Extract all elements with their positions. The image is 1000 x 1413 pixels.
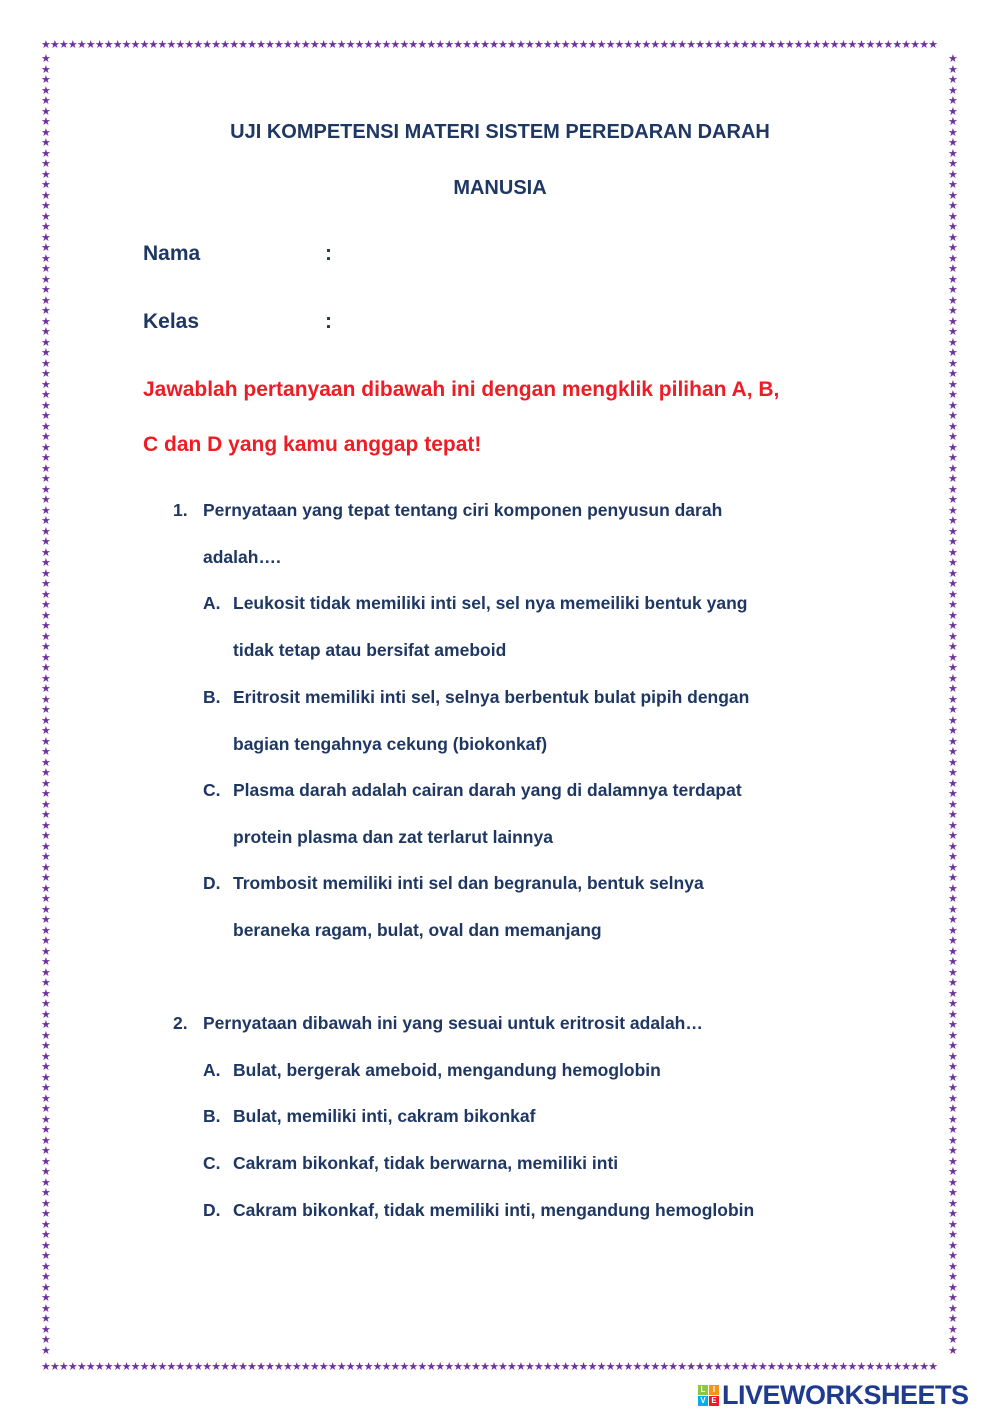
q2-option-d-letter[interactable]: D. — [203, 1200, 221, 1220]
question-1-text: Pernyataan yang tepat tentang ciri komponen penyusun darah — [203, 500, 723, 520]
star-border-right: ★ ★ ★ ★ ★ ★ ★ ★ ★ ★ ★ ★ ★ ★ ★ ★ ★ ★ ★ ★ ★ ★ ★ ★ ★ ★ ★ ★ ★ ★ ★ ★ ★ ★ ★ ★ ★ ★ ★ ★ ★ ★ ★ ★ ★ ★ ★ ★ ★ ★ ★ ★ ★ ★ ★ ★ ★ ★ ★ ★ ★ ★ ★ ★ ★ ★ ★ ★ ★ ★ ★ ★ ★ ★ ★ ★ ★ ★ ★ ★ ★ ★ ★ ★ ★ ★ ★ ★ ★ ★ ★ ★ ★ ★ ★ ★ ★ ★ ★ ★ ★ ★ ★ ★ ★ ★ ★ ★ ★ ★ ★ ★ ★ ★ ★ ★ ★ ★ ★ ★ ★ ★ ★ ★ — [948, 54, 957, 1357]
q1-option-c-cont[interactable]: protein plasma dan zat terlarut lainnya — [233, 827, 553, 847]
q1-option-a-letter[interactable]: A. — [203, 593, 221, 613]
q2-option-a[interactable]: Bulat, bergerak ameboid, mengandung hemoglobin — [233, 1060, 661, 1080]
instruction-line-1: Jawablah pertanyaan dibawah ini dengan mengklik pilihan A, B, — [143, 378, 780, 401]
q1-option-c-letter[interactable]: C. — [203, 780, 221, 800]
logo-text: LIVEWORKSHEETS — [722, 1380, 969, 1410]
instruction-line-2: C dan D yang kamu anggap tepat! — [143, 433, 482, 456]
question-2-number: 2. — [173, 1013, 188, 1033]
q2-option-a-letter[interactable]: A. — [203, 1060, 221, 1080]
logo-mark-v: V — [698, 1396, 708, 1406]
q1-option-b[interactable]: Eritrosit memiliki inti sel, selnya berbentuk bulat pipih dengan — [233, 687, 750, 707]
star-border-left: ★ ★ ★ ★ ★ ★ ★ ★ ★ ★ ★ ★ ★ ★ ★ ★ ★ ★ ★ ★ ★ ★ ★ ★ ★ ★ ★ ★ ★ ★ ★ ★ ★ ★ ★ ★ ★ ★ ★ ★ ★ ★ ★ ★ ★ ★ ★ ★ ★ ★ ★ ★ ★ ★ ★ ★ ★ ★ ★ ★ ★ ★ ★ ★ ★ ★ ★ ★ ★ ★ ★ ★ ★ ★ ★ ★ ★ ★ ★ ★ ★ ★ ★ ★ ★ ★ ★ ★ ★ ★ ★ ★ ★ ★ ★ ★ ★ ★ ★ ★ ★ ★ ★ ★ ★ ★ ★ ★ ★ ★ ★ ★ ★ ★ ★ ★ ★ ★ ★ ★ ★ ★ ★ ★ — [41, 54, 50, 1357]
q2-option-b-letter[interactable]: B. — [203, 1106, 221, 1126]
q1-option-a[interactable]: Leukosit tidak memiliki inti sel, sel nya memeiliki bentuk yang — [233, 593, 748, 613]
logo-mark-i: I — [709, 1385, 719, 1395]
star-border-top: ★★★★★★★★★★★★★★★★★★★★★★★★★★★★★★★★★★★★★★★★★★★★★★★★★★★★★★★★★★★★★★★★★★★★★★★★★★★★★★★★★★★★★★★★★★★★★★★★★★★★ — [41, 40, 938, 51]
q1-option-a-cont[interactable]: tidak tetap atau bersifat ameboid — [233, 640, 507, 660]
logo-mark-e: E — [709, 1396, 719, 1406]
logo-mark-icon — [698, 1385, 719, 1406]
q1-option-b-cont[interactable]: bagian tengahnya cekung (biokonkaf) — [233, 734, 548, 754]
star-border-bottom: ★★★★★★★★★★★★★★★★★★★★★★★★★★★★★★★★★★★★★★★★★★★★★★★★★★★★★★★★★★★★★★★★★★★★★★★★★★★★★★★★★★★★★★★★★★★★★★★★★★★★ — [41, 1362, 938, 1373]
q2-option-c-letter[interactable]: C. — [203, 1153, 221, 1173]
class-label: Kelas — [143, 310, 200, 333]
q1-option-b-letter[interactable]: B. — [203, 687, 221, 707]
question-2-text: Pernyataan dibawah ini yang sesuai untuk eritrosit adalah… — [203, 1013, 703, 1033]
logo-mark-l: L — [698, 1385, 708, 1395]
q1-option-c[interactable]: Plasma darah adalah cairan darah yang di dalamnya terdapat — [233, 780, 742, 800]
q1-option-d-cont[interactable]: beraneka ragam, bulat, oval dan memanjang — [233, 920, 602, 940]
name-colon: : — [325, 242, 332, 265]
title-line-1: UJI KOMPETENSI MATERI SISTEM PEREDARAN DARAH — [230, 121, 770, 143]
q2-option-b[interactable]: Bulat, memiliki inti, cakram bikonkaf — [233, 1106, 536, 1126]
liveworksheets-logo — [698, 1380, 969, 1411]
title-line-2: MANUSIA — [453, 177, 547, 199]
class-colon: : — [325, 310, 332, 333]
q2-option-d[interactable]: Cakram bikonkaf, tidak memiliki inti, mengandung hemoglobin — [233, 1200, 755, 1220]
question-1-number: 1. — [173, 500, 188, 520]
q1-option-d-letter[interactable]: D. — [203, 873, 221, 893]
q2-option-c[interactable]: Cakram bikonkaf, tidak berwarna, memiliki inti — [233, 1153, 619, 1173]
name-label: Nama — [143, 242, 201, 265]
q1-option-d[interactable]: Trombosit memiliki inti sel dan begranula, bentuk selnya — [233, 873, 704, 893]
question-1-text-cont: adalah…. — [203, 547, 281, 567]
